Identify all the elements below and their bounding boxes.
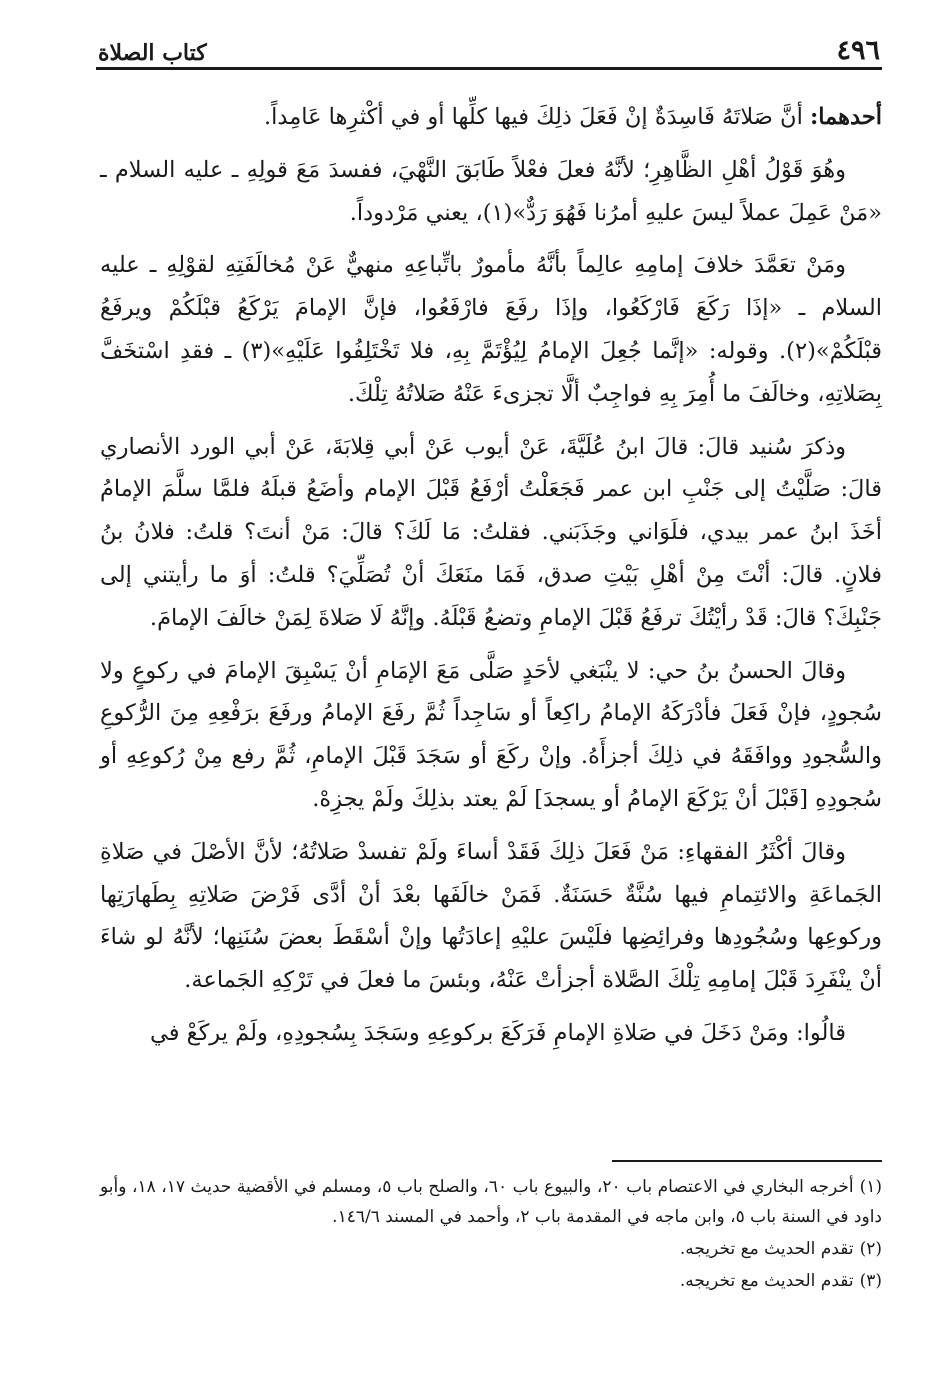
paragraph-lead: أحدهما: bbox=[809, 104, 882, 130]
footnote-text: تقدم الحديث مع تخريجه. bbox=[679, 1271, 854, 1291]
footnote-number: (١) bbox=[859, 1177, 882, 1197]
footnote-text: تقدم الحديث مع تخريجه. bbox=[679, 1239, 854, 1259]
paragraph-3: ومَنْ تعَمَّدَ خلافَ إمامِهِ عالِماً بأنَّهُ مأمورٌ باتِّباعِهِ منهيٌّ عَنْ مُخالَفَتِهِ لقوْلِهِ ـ عليه السلام ـ «إذَا رَكَعَ فَارْكَعُوا، وإذَا رفَعَ فارْفَعُوا، فإنَّ الإمامَ يَرْكَعُ قبْلَكُمْ ويرفَعُ قبْلَكُمْ»(٢). وقوله: «إنَّما جُعِلَ الإمامُ لِيُؤْتَمَّ بِهِ، فلا تَخْتَلِفُوا عَلَيْهِ»(٣) ـ فقدِ اسْتخَفَّ بِصَلاتِهِ، وخالَفَ ما أُمِرَ بِهِ فواجِبٌ ألَّا تجزىءَ عَنْهُ صَلاتُهُ تِلْكَ. bbox=[100, 252, 883, 407]
footnote-number: (٣) bbox=[859, 1271, 882, 1291]
paragraph-1 bbox=[100, 96, 882, 139]
paragraph-4: وذكرَ سُنيد قالَ: قالَ ابنُ عُلَيَّةَ، عَنْ أيوب عَنْ أبي قِلابَةَ، عَنْ أبي الورد الأنصاري قالَ: صَلَّيْتُ إلى جَنْبِ ابن عمر فَجَعَلْتُ أرْفَعُ قَبْلَ الإمام وأضَعُ قبلَهُ فلمَّا سلَّمَ الإمامُ أخَذَ ابنُ عمر بيدي، فلَوَاني وجَذَبَني. فقلتُ: مَا لَكَ؟ قالَ: مَنْ أنتَ؟ قلتُ: فلانُ بنُ فلانٍ. قالَ: أنْتَ مِنْ أهْلِ بَيْتِ صدق، فَمَا منَعَكَ أنْ تُصَلِّيَ؟ قلتُ: أوَ ما رأيتني إلى جَنْبِكَ؟ قالَ: قَدْ رأيْتُكَ ترفَعُ قَبْلَ الإمامِ وتضعُ قَبْلَهُ. وإنَّهُ لَا صَلاةَ لِمَنْ خالَفَ الإمامَ. bbox=[100, 433, 882, 631]
main-text bbox=[100, 96, 882, 1065]
paragraph-5: وقالَ الحسنُ بنُ حي: لا ينْبَغي لأحَدٍ صَلَّى مَعَ الإمَامِ أنْ يَسْبِقَ الإمامَ في ركوعٍ ولا سُجودٍ، فإنْ فَعَلَ فأدْرَكَهُ الإمامُ راكِعاً أو سَاجِداً ثُمَّ رفَعَ الإمامُ ورفَعَ برَفْعِهِ مِنَ الرُّكوعِ والسُّجودِ ووافَقَهُ في ذلِكَ أجزأَهُ. وإنْ ركَعَ أو سَجَدَ قَبْلَ الإمامِ، ثُمَّ رفع مِنْ رُكوعِهِ أو سُجودِهِ [قَبْلَ أنْ يَرْكَعَ الإمامُ أو يسجدَ] لَمْ يعتد بذلِكَ ولَمْ يجزِهْ. bbox=[100, 657, 882, 812]
footnote-separator bbox=[612, 1160, 882, 1162]
footnote-text: أخرجه البخاري في الاعتصام باب ٢٠، والبيوع باب ٦٠، والصلح باب ٥، ومسلم في الأقضية حديث ١٧، ١٨، وأبو داود في السنة باب ٥، وابن ماجه في المقدمة باب ٢، وأحمد في المسند ١٤٦/٦. bbox=[100, 1177, 882, 1227]
footnote-1 bbox=[100, 1172, 882, 1232]
header-rule bbox=[96, 67, 882, 70]
footnote-number: (٢) bbox=[859, 1239, 882, 1259]
footnotes bbox=[100, 1172, 882, 1298]
running-head: كتاب الصلاة bbox=[98, 40, 207, 66]
paragraph-text: أنَّ صَلاتَهُ فَاسِدَةٌ إنْ فَعَلَ ذلِكَ فيها كلِّها أو في أكْثرِها عَامِداً. bbox=[263, 104, 810, 130]
footnote-3 bbox=[100, 1266, 882, 1296]
footnote-2 bbox=[100, 1234, 882, 1264]
paragraph-7: قالُوا: ومَنْ دَخَلَ في صَلاةِ الإمامِ فَرَكَعَ بركوعِهِ وسَجَدَ بِسُجودِهِ، ولَمْ يركَعْ في bbox=[149, 1019, 846, 1046]
paragraph-6: وقالَ أكْثَرُ الفقهاءِ: مَنْ فَعَلَ ذلِكَ فَقَدْ أساءَ ولَمْ تفسدْ صَلاتُهُ؛ لأنَّ الأصْلَ في صَلاةِ الجَماعَةِ والائتِمامِ فيها سُنَّةٌ حَسَنَةٌ. فَمَنْ خالَفَها بعْدَ أنْ أدَّى فَرْضَ صَلاتِهِ بِطَهارَتِها وركوعِها وسُجُودِها وفرائِضِها فلَيْسَ عليْهِ إعادَتُها وإنْ أسْقَطَ بعضَ سُنَنِها؛ لأنَّهُ لو شاءَ أنْ ينْفَرِدَ قَبْلَ إمامِهِ تِلْكَ الصَّلاة أجزأتْ عَنْهُ، وبئسَ ما فعلَ في تَرْكِهِ الجَماعة. bbox=[100, 838, 882, 994]
paragraph-2: وهُوَ قَوْلُ أهْلِ الظَّاهِرِ؛ لأنَّهُ فعلَ فعْلاً طَابَقَ النَّهْيَ، ففسدَ مَعَ قولِهِ ـ عليه السلام ـ «مَنْ عَمِلَ عملاً ليسَ عليهِ أمرُنا فَهُوَ رَدٌّ»(١)، يعني مَرْدوداً. bbox=[100, 156, 882, 226]
page-number: ٤٩٦ bbox=[836, 35, 880, 66]
